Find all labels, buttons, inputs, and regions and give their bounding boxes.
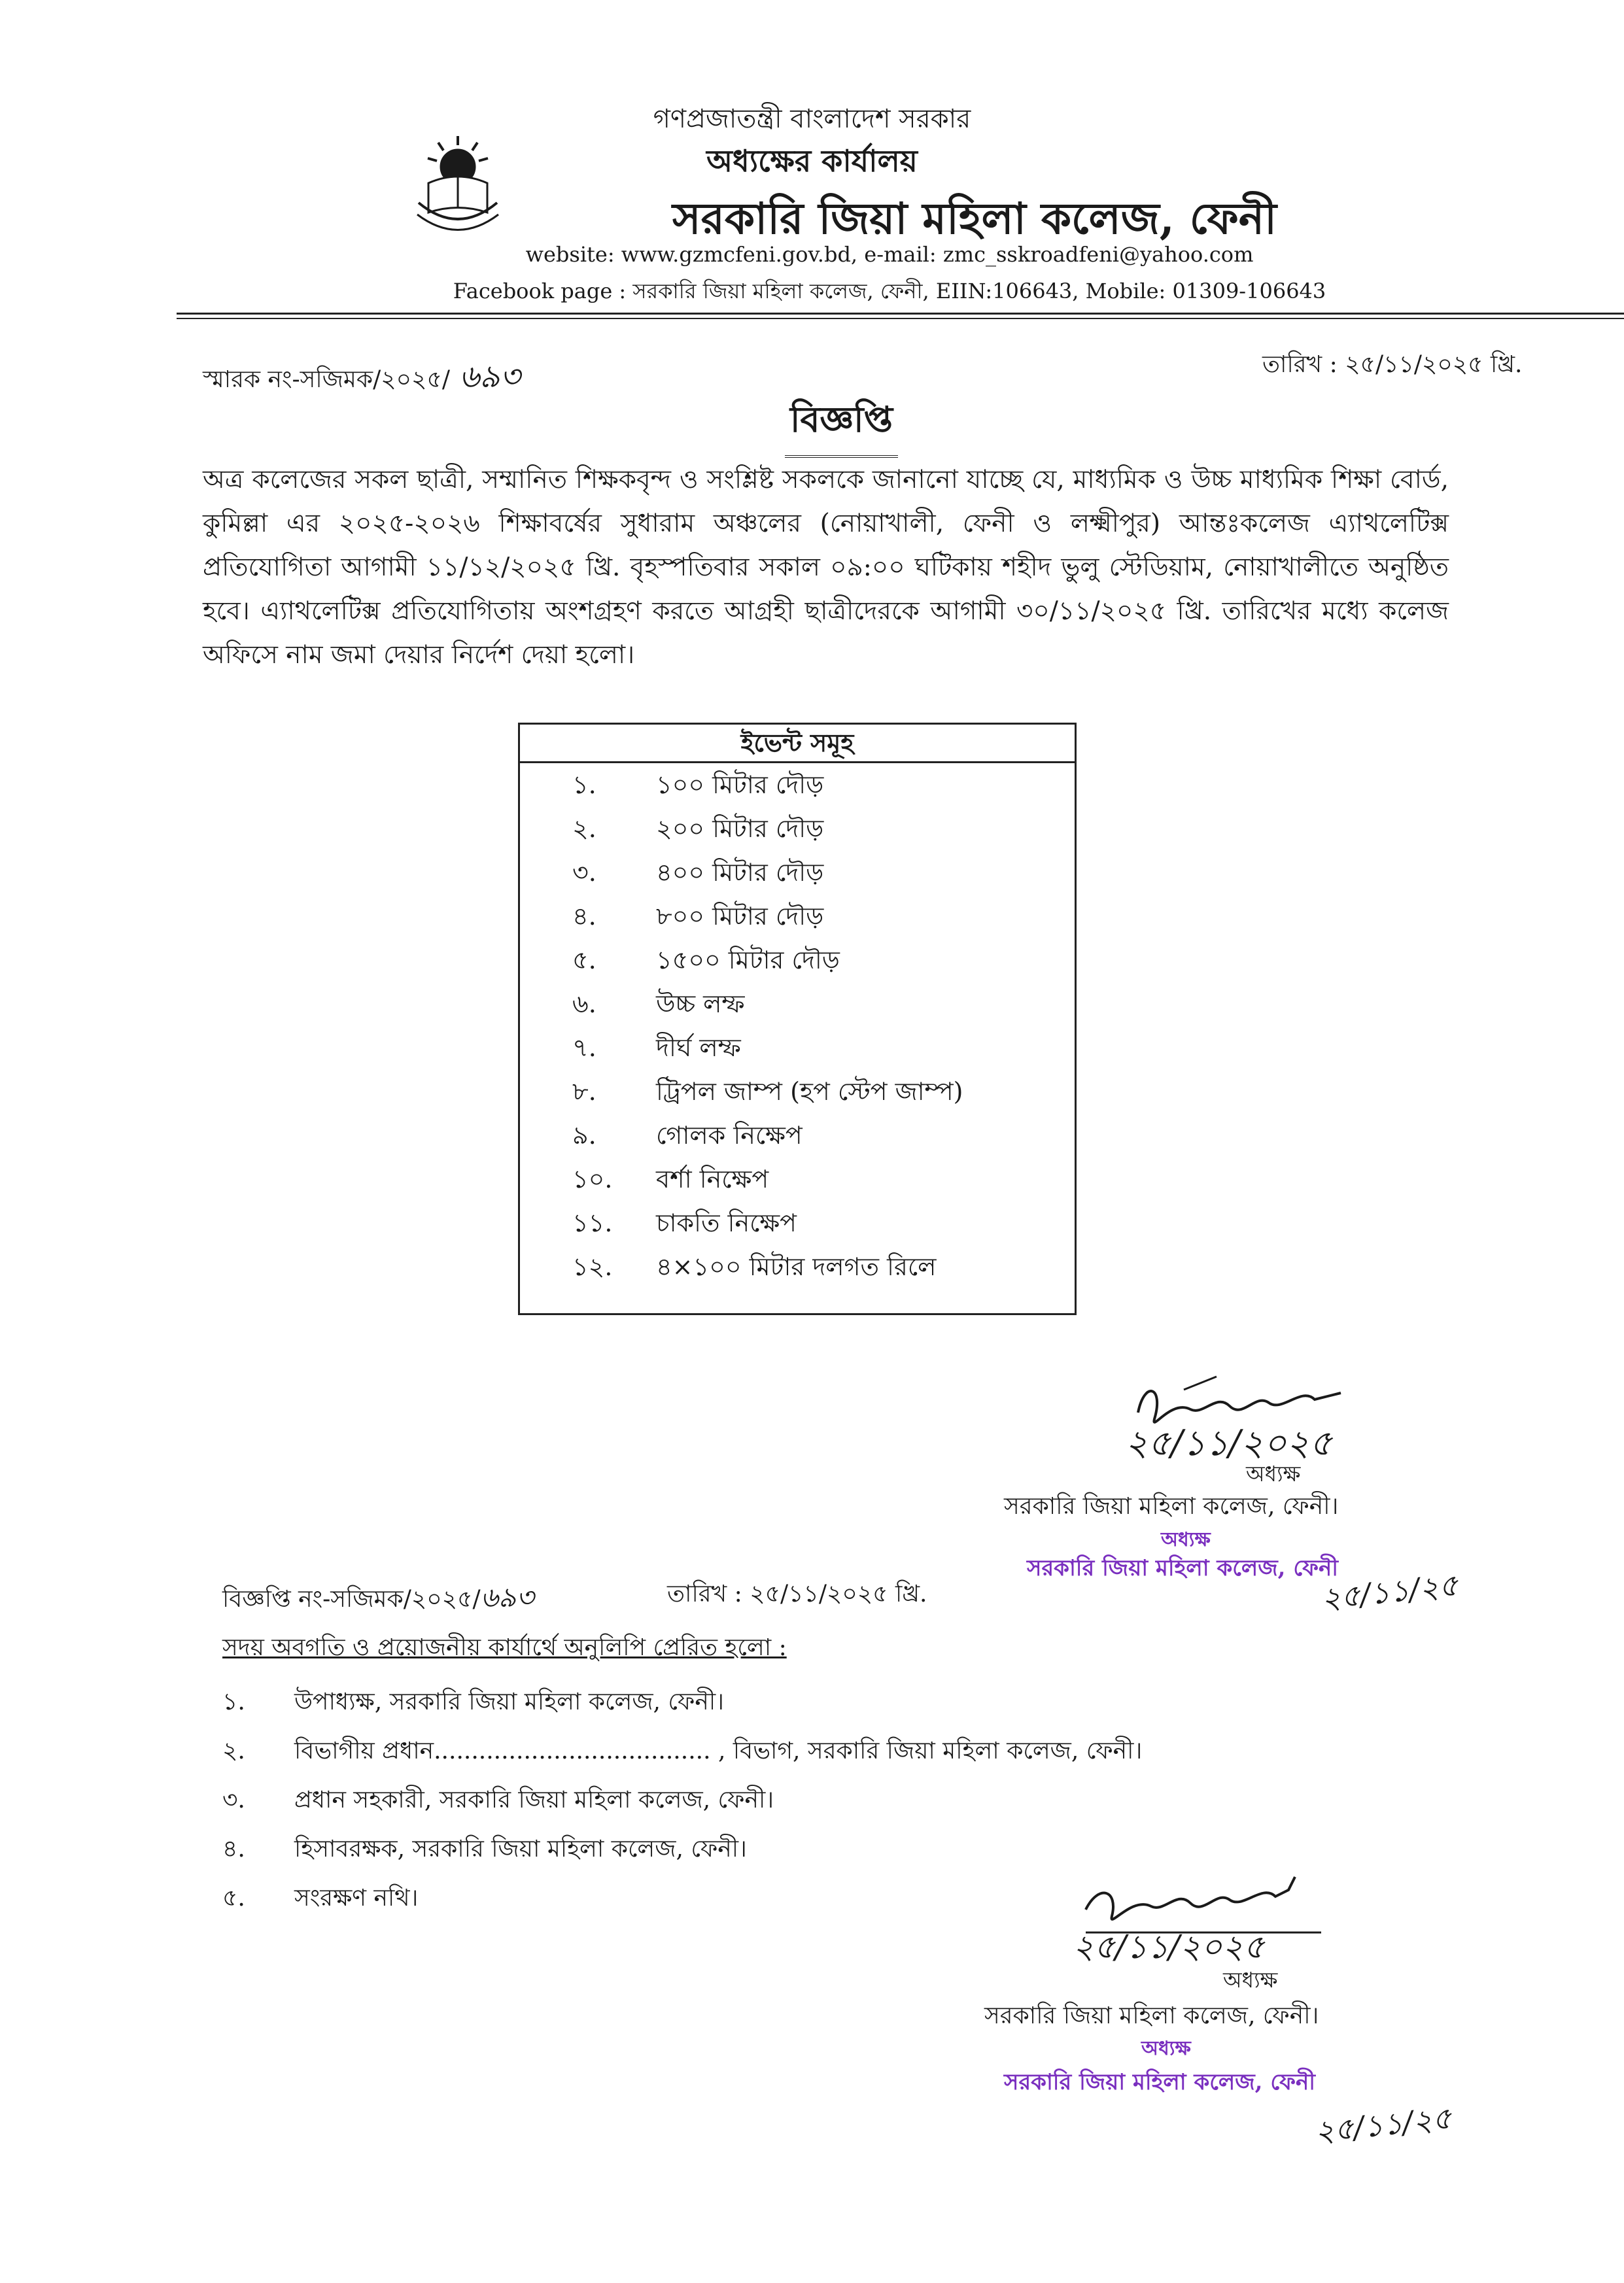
event-number: ১০. [572, 1165, 613, 1193]
event-name: বর্শা নিক্ষেপ [656, 1165, 769, 1193]
event-name: দীর্ঘ লম্ফ [656, 1033, 741, 1062]
event-name: উচ্চ লম্ফ [656, 989, 745, 1018]
copy-heading: সদয় অবগতি ও প্রয়োজনীয় কার্যার্থে অনুলিপি প্রেরিত হলো : [222, 1634, 787, 1661]
distribution-number: ৪. [222, 1836, 245, 1862]
website-email-line: website: www.gzmcfeni.gov.bd, e-mail: zmc_sskroadfeni@yahoo.com [525, 242, 1254, 267]
distribution-text: হিসাবরক্ষক, সরকারি জিয়া মহিলা কলেজ, ফেনী। [294, 1836, 747, 1862]
signature-1-handwritten-date: ২৫/১১/২০২৫ [1125, 1422, 1332, 1464]
event-row [520, 1245, 1075, 1289]
event-number: ৪. [572, 902, 596, 931]
copy-memo-date: তারিখ : ২৫/১১/২০২৫ খ্রি. [667, 1581, 927, 1607]
event-number: ১২. [572, 1252, 613, 1281]
facebook-eiin-line: Facebook page : সরকারি জিয়া মহিলা কলেজ, ফেনী, EIIN:106643, Mobile: 01309-106643 [453, 279, 1326, 303]
copy-memo-reference [222, 1576, 534, 1622]
signature-2-stamp-title: অধ্যক্ষ [1141, 2037, 1191, 2060]
event-row [520, 895, 1075, 938]
event-number: ৫. [572, 946, 596, 974]
distribution-number: ১. [222, 1689, 245, 1715]
distribution-text: উপাধ্যক্ষ, সরকারি জিয়া মহিলা কলেজ, ফেনী। [294, 1689, 724, 1715]
memo-reference [203, 353, 521, 405]
event-row [520, 1026, 1075, 1070]
stamp-2-handwritten-date: ২৫/১১/২৫ [1313, 2100, 1454, 2150]
event-row [520, 938, 1075, 982]
signature-1-stamp-title: অধ্যক্ষ [1161, 1528, 1211, 1551]
event-row [520, 1158, 1075, 1201]
event-name: ট্রিপল জাম্প (হপ স্টেপ জাম্প) [656, 1077, 963, 1106]
distribution-text: প্রধান সহকারী, সরকারি জিয়া মহিলা কলেজ, ফেনী। [294, 1787, 774, 1813]
signature-2-handwritten-date: ২৫/১১/২০২৫ [1073, 1928, 1265, 1966]
event-number: ১১. [572, 1209, 613, 1237]
memo-prefix: স্মারক নং-সজিমক/২০২৫/ [203, 366, 450, 393]
notice-body: অত্র কলেজের সকল ছাত্রী, সম্মানিত শিক্ষকবৃন্দ ও সংশ্লিষ্ট সকলকে জানানো যাচ্ছে যে, মাধ্যমিক ও উচ্চ মাধ্যমিক শিক্ষা বোর্ড, কুমিল্লা এর ২০২৫-২০২৬ শিক্ষাবর্ষের সুধারাম অঞ্চলের (নোয়াখালী, ফেনী ও লক্ষ্মীপুর) আন্তঃকলেজ এ্যাথলেটিক্স প্রতিযোগিতা আগামী ১১/১২/২০২৫ খ্রি. বৃহস্পতিবার সকাল ০৯:০০ ঘটিকায় শহীদ ভুলু স্টেডিয়াম, নোয়াখালীতে অনুষ্ঠিত হবে। এ্যাথলেটিক্স প্রতিযোগিতায় অংশগ্রহণ করতে আগ্রহী ছাত্রীদেরকে আগামী ৩০/১১/২০২৫ খ্রি. তারিখের মধ্যে কলেজ অফিসে নাম জমা দেয়ার নির্দেশ দেয়া হলো। [203, 465, 1449, 670]
event-number: ১. [572, 770, 596, 799]
header-divider-secondary [177, 318, 1624, 319]
notice-title: বিজ্ঞপ্তি [785, 392, 898, 458]
event-number: ২. [572, 814, 596, 843]
college-name: সরকারি জিয়া মহিলা কলেজ, ফেনী [672, 193, 1277, 244]
event-name: চাকতি নিক্ষেপ [656, 1209, 797, 1237]
header-divider [177, 313, 1624, 315]
event-number: ৯. [572, 1121, 596, 1150]
memo-number: ৬৯৩ [458, 358, 521, 395]
event-name: ১৫০০ মিটার দৌড় [656, 946, 840, 974]
distribution-text: বিভাগীয় প্রধান..................................... , বিভাগ, সরকারি জিয়া মহিলা কলেজ, ফেনী। [294, 1738, 1143, 1764]
copy-memo-number: ৬৯৩ [480, 1581, 534, 1613]
distribution-number: ৫. [222, 1885, 245, 1912]
distribution-number: ২. [222, 1738, 245, 1764]
office-title: অধ্যক্ষের কার্যালয় [706, 143, 918, 179]
events-table [518, 723, 1077, 1315]
event-name: ২০০ মিটার দৌড় [656, 814, 824, 843]
event-number: ৬. [572, 989, 596, 1018]
event-row [520, 763, 1075, 807]
event-number: ৮. [572, 1077, 596, 1106]
event-name: ৪×১০০ মিটার দলগত রিলে [656, 1252, 937, 1281]
signature-1-stamp-college: সরকারি জিয়া মহিলা কলেজ, ফেনী [1027, 1555, 1338, 1581]
memo-date: তারিখ : ২৫/১১/২০২৫ খ্রি. [1262, 351, 1523, 378]
signature-2-stamp-college: সরকারি জিয়া মহিলা কলেজ, ফেনী [1004, 2069, 1315, 2095]
event-row [520, 1201, 1075, 1245]
event-name: ৮০০ মিটার দৌড় [656, 902, 824, 931]
distribution-number: ৩. [222, 1787, 245, 1813]
event-row [520, 1114, 1075, 1158]
event-name: গোলক নিক্ষেপ [656, 1121, 803, 1150]
distribution-text: সংরক্ষণ নথি। [294, 1885, 419, 1912]
signature-2-college: সরকারি জিয়া মহিলা কলেজ, ফেনী। [984, 2002, 1319, 2029]
events-table-header: ইভেন্ট সমূহ [520, 725, 1075, 763]
event-number: ৩. [572, 858, 596, 887]
government-title: গণপ্রজাতন্ত্রী বাংলাদেশ সরকার [653, 104, 971, 134]
stamp-1-handwritten-date: ২৫/১১/২৫ [1319, 1567, 1460, 1617]
event-row [520, 851, 1075, 895]
event-name: ১০০ মিটার দৌড় [656, 770, 824, 799]
signature-2-designation: অধ্যক্ষ [1223, 1967, 1278, 1993]
event-name: ৪০০ মিটার দৌড় [656, 858, 824, 887]
event-row [520, 1070, 1075, 1114]
event-number: ৭. [572, 1033, 596, 1062]
signature-1-college: সরকারি জিয়া মহিলা কলেজ, ফেনী। [1004, 1493, 1339, 1520]
event-row [520, 982, 1075, 1026]
signature-1-designation: অধ্যক্ষ [1246, 1461, 1301, 1486]
event-row [520, 807, 1075, 851]
copy-memo-prefix: বিজ্ঞপ্তি নং-সজিমক/২০২৫/ [222, 1586, 481, 1613]
